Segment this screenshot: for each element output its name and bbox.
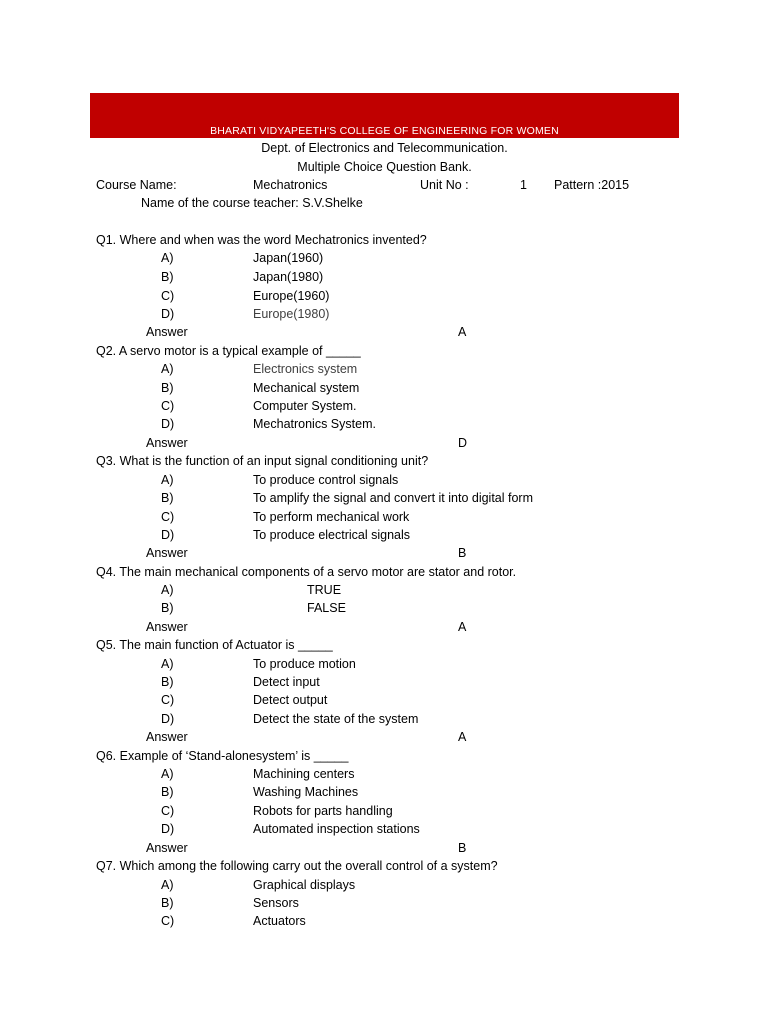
- option-text: To amplify the signal and convert it into digital form: [253, 491, 533, 505]
- question-text: Q2. A servo motor is a typical example of _____: [96, 344, 361, 358]
- answer-value: A: [458, 730, 467, 744]
- option-letter: A): [161, 657, 174, 671]
- header-band: [90, 93, 679, 138]
- option-letter: C): [161, 510, 175, 524]
- option-letter: B): [161, 270, 174, 284]
- question-text: Q3. What is the function of an input signal conditioning unit?: [96, 454, 429, 468]
- answer-label: Answer: [146, 730, 188, 744]
- option-letter: C): [161, 693, 175, 707]
- answer-value: A: [458, 325, 467, 339]
- option-text: Robots for parts handling: [253, 804, 393, 818]
- option-text: Mechanical system: [253, 381, 360, 395]
- college-name: BHARATI VIDYAPEETH'S COLLEGE OF ENGINEERING FOR WOMEN: [210, 125, 559, 137]
- question-text: Q4. The main mechanical components of a servo motor are stator and rotor.: [96, 565, 517, 579]
- option-letter: D): [161, 307, 175, 321]
- answer-value: D: [458, 436, 468, 450]
- option-text: Detect output: [253, 693, 328, 707]
- answer-value: B: [458, 546, 467, 560]
- option-text: Actuators: [253, 914, 306, 928]
- teacher-line: Name of the course teacher: S.V.Shelke: [141, 196, 363, 210]
- option-letter: A): [161, 878, 174, 892]
- answer-value: A: [458, 620, 467, 634]
- option-text: To produce control signals: [253, 473, 399, 487]
- unit-number: 1: [520, 178, 527, 192]
- question-text: Q1. Where and when was the word Mechatronics invented?: [96, 233, 427, 247]
- option-text: To produce motion: [253, 657, 356, 671]
- answer-label: Answer: [146, 325, 188, 339]
- option-letter: B): [161, 896, 174, 910]
- option-text: Computer System.: [253, 399, 357, 413]
- option-text: Europe(1960): [253, 289, 330, 303]
- unit-label: Unit No :: [420, 178, 469, 192]
- option-letter: D): [161, 528, 175, 542]
- option-text: Europe(1980): [253, 307, 330, 321]
- option-text: Machining centers: [253, 767, 355, 781]
- option-letter: C): [161, 399, 175, 413]
- option-letter: B): [161, 675, 174, 689]
- option-text: Japan(1960): [253, 251, 324, 265]
- option-text: Automated inspection stations: [253, 822, 420, 836]
- option-letter: C): [161, 914, 175, 928]
- question-text: Q6. Example of ‘Stand-alonesystem’ is _____: [96, 749, 349, 763]
- option-letter: D): [161, 417, 175, 431]
- course-name-label: Course Name:: [96, 178, 177, 192]
- option-text: Washing Machines: [253, 785, 359, 799]
- option-text: To perform mechanical work: [253, 510, 410, 524]
- option-text: Graphical displays: [253, 878, 356, 892]
- option-text: Japan(1980): [253, 270, 324, 284]
- department-title: Dept. of Electronics and Telecommunication.: [261, 141, 508, 155]
- option-text: To produce electrical signals: [253, 528, 411, 542]
- option-text: Detect input: [253, 675, 320, 689]
- option-letter: B): [161, 785, 174, 799]
- course-name-value: Mechatronics: [253, 178, 328, 192]
- pattern-label: Pattern :2015: [554, 178, 630, 192]
- answer-label: Answer: [146, 546, 188, 560]
- option-letter: D): [161, 712, 175, 726]
- option-letter: C): [161, 289, 175, 303]
- option-letter: B): [161, 381, 174, 395]
- option-letter: A): [161, 767, 174, 781]
- option-letter: A): [161, 362, 174, 376]
- option-letter: A): [161, 583, 174, 597]
- question-text: Q5. The main function of Actuator is _____: [96, 638, 333, 652]
- answer-value: B: [458, 841, 467, 855]
- option-text: FALSE: [307, 601, 346, 615]
- option-letter: D): [161, 822, 175, 836]
- option-text: Sensors: [253, 896, 299, 910]
- question-text: Q7. Which among the following carry out the overall control of a system?: [96, 859, 498, 873]
- option-text: Mechatronics System.: [253, 417, 376, 431]
- option-letter: B): [161, 491, 174, 505]
- option-letter: A): [161, 473, 174, 487]
- question-bank-title: Multiple Choice Question Bank.: [297, 160, 472, 174]
- answer-label: Answer: [146, 436, 188, 450]
- answer-label: Answer: [146, 841, 188, 855]
- option-text: TRUE: [307, 583, 342, 597]
- option-letter: B): [161, 601, 174, 615]
- option-text: Detect the state of the system: [253, 712, 419, 726]
- answer-label: Answer: [146, 620, 188, 634]
- option-text: Electronics system: [253, 362, 358, 376]
- option-letter: C): [161, 804, 175, 818]
- option-letter: A): [161, 251, 174, 265]
